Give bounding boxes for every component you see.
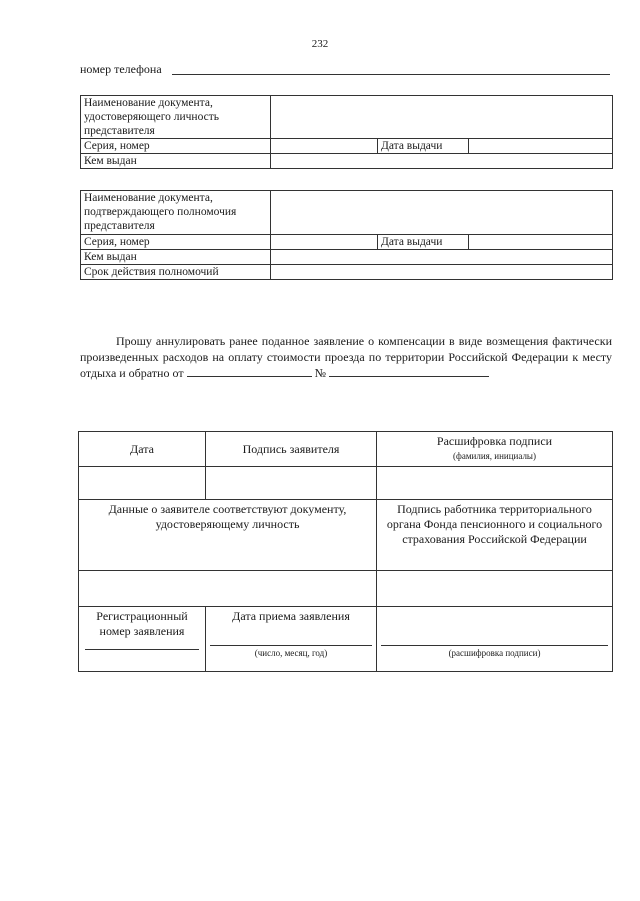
authority-doc-table (80, 190, 613, 280)
id-doc-issue-date-label: Дата выдачи (378, 139, 469, 154)
employee-decoding-cell[interactable] (377, 607, 613, 672)
decoding-note: (фамилия, инициалы) (453, 451, 536, 461)
date-header: Дата (79, 432, 206, 467)
reg-number-line (85, 649, 199, 650)
id-doc-name-label: Наименование документа, удостоверяющего личность представителя (81, 96, 271, 139)
decoding-field[interactable] (377, 467, 613, 500)
conformity-field[interactable] (79, 571, 377, 607)
id-doc-series-field[interactable] (271, 139, 378, 154)
request-paragraph (80, 333, 612, 381)
auth-doc-validity-field[interactable] (271, 265, 613, 280)
request-text: Прошу аннулировать ранее поданное заявление о компенсации в виде возмещения фактически произведенных расходов на оплату стоимости проезда по территории Российской Федерации к месту отдыха и обратно от (80, 334, 612, 380)
signature-decoding-note: (расшифровка подписи) (448, 648, 541, 658)
id-doc-name-field[interactable] (271, 96, 613, 139)
auth-doc-issued-by-label: Кем выдан (81, 250, 271, 265)
signature-table (78, 431, 613, 672)
id-doc-issued-by-field[interactable] (271, 154, 613, 169)
auth-doc-issue-date-field[interactable] (469, 235, 613, 250)
date-format-note: (число, месяц, год) (254, 648, 328, 658)
signature-header: Подпись заявителя (206, 432, 377, 467)
decoding-header: Расшифровка подписи (436, 434, 553, 448)
employee-signature-field[interactable] (377, 571, 613, 607)
auth-doc-name-label: Наименование документа, подтверждающего полномочия представителя (81, 191, 271, 235)
decoding-header-cell (377, 432, 613, 467)
reg-number-label: Регистрационный номер заявления (96, 609, 188, 638)
phone-input-line[interactable] (172, 74, 610, 75)
auth-doc-issued-by-field[interactable] (271, 250, 613, 265)
auth-doc-series-field[interactable] (271, 235, 378, 250)
request-date-field[interactable] (187, 365, 312, 377)
employee-signature-label: Подпись работника территориального органа Фонда пенсионного и социального страхования Российской Федерации (377, 500, 613, 571)
auth-doc-series-label: Серия, номер (81, 235, 271, 250)
request-number-field[interactable] (329, 365, 489, 377)
date-field[interactable] (79, 467, 206, 500)
receipt-date-cell[interactable] (206, 607, 377, 672)
id-doc-issued-by-label: Кем выдан (81, 154, 271, 169)
receipt-date-label: Дата приема заявления (232, 609, 350, 623)
id-doc-series-label: Серия, номер (81, 139, 271, 154)
auth-doc-name-field[interactable] (271, 191, 613, 235)
conformity-text: Данные о заявителе соответствуют документу, удостоверяющему личность (79, 500, 377, 571)
auth-doc-validity-label: Срок действия полномочий (81, 265, 271, 280)
representative-id-table (80, 95, 613, 169)
reg-number-cell[interactable] (79, 607, 206, 672)
auth-doc-issue-date-label: Дата выдачи (378, 235, 469, 250)
id-doc-issue-date-field[interactable] (469, 139, 613, 154)
page-number: 232 (311, 38, 329, 50)
applicant-signature-field[interactable] (206, 467, 377, 500)
phone-label: номер телефона (80, 62, 162, 76)
number-sign: № (314, 366, 327, 380)
